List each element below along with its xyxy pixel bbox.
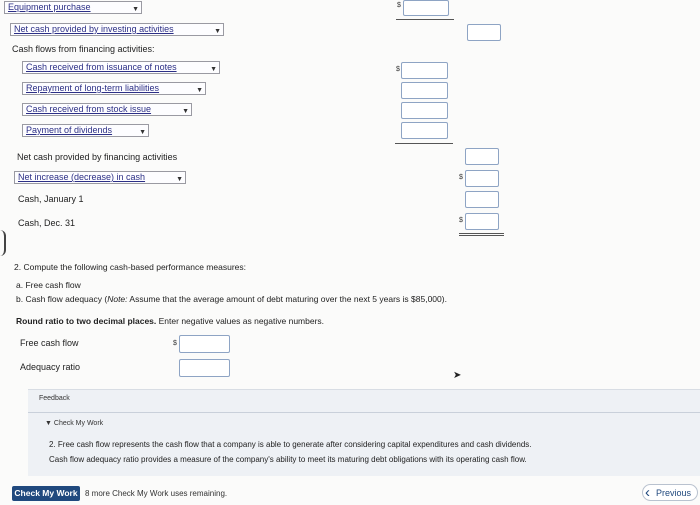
net-financing-input[interactable] <box>465 148 499 165</box>
adequacy-ratio-input[interactable] <box>179 359 230 377</box>
question-item-a: a. Free cash flow <box>16 280 81 290</box>
feedback-line-1: 2. Free cash flow represents the cash flow that a company is able to generate after considering capital expenditures and cash dividends. <box>49 440 532 449</box>
financing-amount-2-input[interactable] <box>401 82 448 99</box>
financing-item-3-dropdown[interactable]: Cash received from stock issue ▼ <box>22 103 192 116</box>
chevron-down-icon: ▼ <box>196 87 203 94</box>
net-financing-label: Net cash provided by financing activities <box>17 152 178 162</box>
net-investing-input[interactable] <box>467 24 501 41</box>
chevron-down-icon: ▼ <box>182 108 189 115</box>
feedback-line-2: Cash flow adequacy ratio provides a measure of the company's ability to meet its maturing debt obligations with its operating cash flow. <box>49 455 527 464</box>
check-my-work-button[interactable]: Check My Work <box>12 486 80 501</box>
financing-amount-1-input[interactable] <box>401 62 448 79</box>
chevron-down-icon: ▼ <box>132 6 139 13</box>
divider <box>459 235 504 236</box>
divider <box>459 233 504 234</box>
check-my-work-toggle[interactable]: ▼ Check My Work <box>45 420 104 427</box>
left-bracket <box>0 230 6 256</box>
question-instruction: Round ratio to two decimal places. Enter negative values as negative numbers. <box>16 316 325 326</box>
financing-item-1-dropdown[interactable]: Cash received from issuance of notes ▼ <box>22 61 220 74</box>
financing-header: Cash flows from financing activities: <box>12 44 155 54</box>
financing-item-2-dropdown[interactable]: Repayment of long-term liabilities ▼ <box>22 82 206 95</box>
chevron-down-icon: ▼ <box>210 66 217 73</box>
financing-amount-4-input[interactable] <box>401 122 448 139</box>
financing-item-4-dropdown[interactable]: Payment of dividends ▼ <box>22 124 149 137</box>
chevron-down-icon: ▼ <box>176 176 183 183</box>
cash-dec-label: Cash, Dec. 31 <box>18 218 76 228</box>
previous-button[interactable]: ‹ Previous <box>642 484 698 501</box>
net-increase-dropdown[interactable]: Net increase (decrease) in cash ▼ <box>14 171 186 184</box>
free-cash-flow-label: Free cash flow <box>20 338 79 348</box>
mouse-cursor-icon: ➤ <box>453 370 462 381</box>
chevron-left-icon: ‹ <box>645 484 650 501</box>
net-increase-input[interactable] <box>465 170 499 187</box>
free-cash-flow-input[interactable] <box>179 335 230 353</box>
feedback-heading: Feedback <box>39 395 70 402</box>
equipment-amount-input[interactable] <box>403 0 449 16</box>
cash-january-input[interactable] <box>465 191 499 208</box>
net-investing-dropdown[interactable]: Net cash provided by investing activities ▼ <box>10 23 224 36</box>
chevron-down-icon: ▼ <box>214 28 221 35</box>
remaining-uses-text: 8 more Check My Work uses remaining. <box>85 489 228 498</box>
adequacy-ratio-label: Adequacy ratio <box>20 362 81 372</box>
question-title: 2. Compute the following cash-based performance measures: <box>14 262 246 272</box>
chevron-down-icon: ▼ <box>139 129 146 136</box>
equipment-purchase-dropdown[interactable]: Equipment purchase ▼ <box>4 1 142 14</box>
divider <box>28 412 700 413</box>
currency-symbol: $ <box>397 2 401 9</box>
financing-amount-3-input[interactable] <box>401 102 448 119</box>
currency-symbol: $ <box>459 217 463 224</box>
feedback-panel <box>28 389 700 476</box>
currency-symbol: $ <box>173 340 177 347</box>
question-item-b: b. Cash flow adequacy (Note: Assume that the average amount of debt maturing over the next 5 years is $85,000). <box>16 294 447 304</box>
currency-symbol: $ <box>396 66 400 73</box>
triangle-down-icon: ▼ <box>45 420 52 427</box>
divider <box>396 19 454 20</box>
currency-symbol: $ <box>459 174 463 181</box>
cash-dec-input[interactable] <box>465 213 499 230</box>
divider <box>395 143 453 144</box>
cash-january-label: Cash, January 1 <box>18 194 84 204</box>
